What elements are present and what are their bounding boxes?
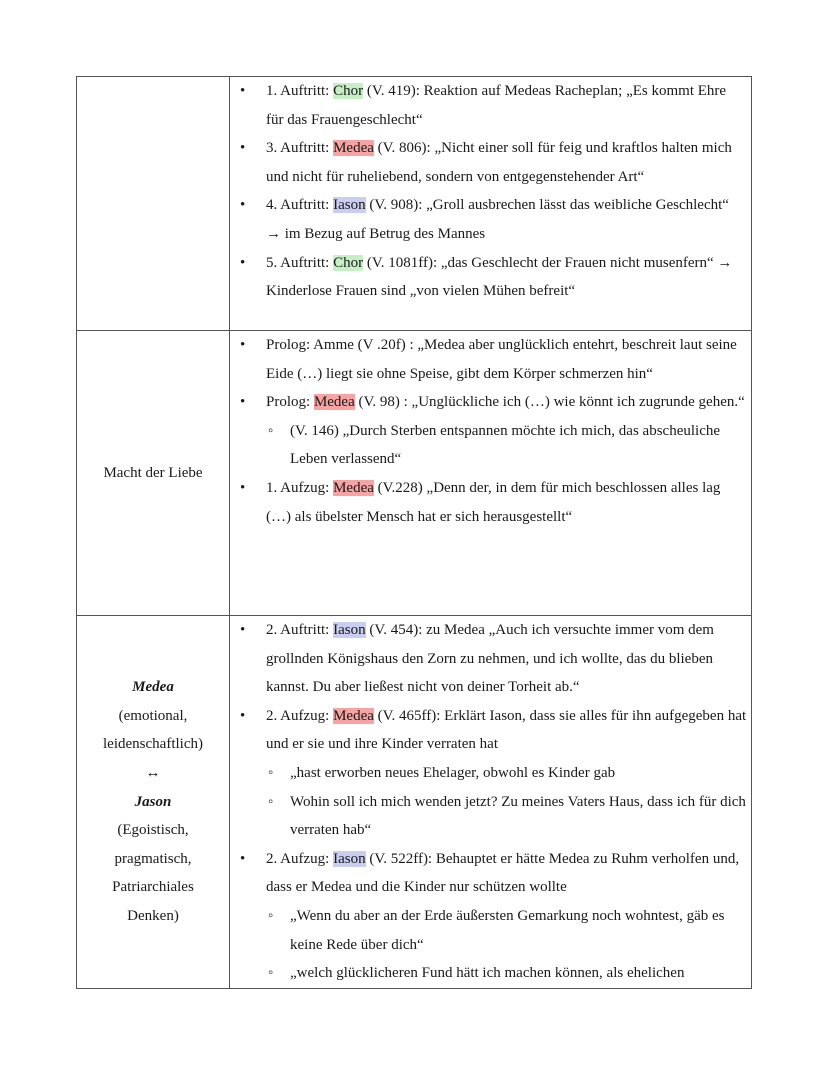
sub-quote-list <box>266 902 747 988</box>
speaker-highlight: Chor <box>333 83 364 99</box>
quote-list <box>236 77 747 306</box>
quote-text: (V. 1081ff): „das Geschlecht der Frauen nicht musenfern“ → Kinderlose Frauen sind „von vielen Mühen befreit“ <box>266 254 733 300</box>
quote-item <box>236 845 747 988</box>
quote-table <box>76 76 752 989</box>
quote-prefix: 2. Aufzug: <box>266 707 334 724</box>
quote-item <box>236 616 747 702</box>
quote-item <box>236 331 747 388</box>
quote-prefix: 1. Auftritt: <box>266 83 334 99</box>
speaker-highlight: Medea <box>333 707 374 724</box>
table-row <box>77 616 752 989</box>
quote-list <box>236 616 747 988</box>
quote-prefix: 4. Auftritt: <box>266 197 334 214</box>
speaker-highlight: Iason <box>333 622 366 638</box>
quote-text: (V. 806): „Nicht einer soll für feig und kraftlos halten mich und nicht für ruheliebend, sondern von entgegenstehender Art“ <box>266 140 732 185</box>
quote-text: (V. 522ff): Behauptet er hätte Medea zu Ruhm verholfen und, dass er Medea und die Kinder nur schützen wollte <box>266 850 740 896</box>
speaker-highlight: Iason <box>333 197 366 214</box>
speaker-highlight: Medea <box>333 479 374 496</box>
double-arrow-icon: ↔ <box>145 764 161 781</box>
speaker-highlight: Medea <box>333 140 374 157</box>
character-trait: (emotional, <box>118 707 188 724</box>
table-row <box>77 331 752 616</box>
quote-list <box>236 331 747 531</box>
quotes-cell <box>230 77 752 331</box>
sub-quote-list <box>266 417 747 474</box>
quote-item <box>236 388 747 474</box>
category-cell <box>77 331 230 616</box>
quote-text: Prolog: Amme (V .20f) : „Medea aber unglücklich entehrt, beschreit laut seine Eide (…) liegt sie ohne Speise, gibt dem Körper schmerzen hin“ <box>266 337 737 382</box>
quote-text: (V. 454): zu Medea „Auch ich versuchte immer vom dem grollnden Königshaus den Zorn zu nehmen, und ich wollte, das du blieben kannst. Du aber ließest nicht von deiner Torheit ab.“ <box>266 622 714 696</box>
character-trait: pragmatisch, <box>114 850 192 867</box>
quote-text: (V. 908): „Groll ausbrechen lässt das weibliche Geschlecht“ → im Bezug auf Betrug des Mannes <box>266 197 729 242</box>
quote-text: (V. 465ff): Erklärt Iason, dass sie alles für ihn aufgegeben hat und er sie und ihre Kinder verraten hat <box>266 707 747 753</box>
category-cell <box>77 77 230 331</box>
sub-quote-item: ◦ „welch glücklicheren Fund hätt ich machen können, als ehelichen <box>266 959 747 988</box>
quote-text: (V. 98) : „Unglückliche ich (…) wie könnt ich zugrunde gehen.“ <box>354 394 745 411</box>
sub-quote-item: ◦ „Wenn du aber an der Erde äußersten Gemarkung noch wohntest, gäb es keine Rede über dich“ <box>266 902 747 959</box>
quote-text: (V. 419): Reaktion auf Medeas Racheplan; „Es kommt Ehre für das Frauengeschlecht“ <box>266 83 727 128</box>
quote-prefix: Prolog: <box>266 394 314 411</box>
character-trait: leidenschaftlich) <box>103 736 203 753</box>
character-medea: Medea <box>132 679 174 696</box>
quote-item <box>236 249 747 306</box>
quote-prefix: 5. Auftritt: <box>266 254 334 271</box>
quote-item <box>236 77 747 134</box>
quote-prefix: 3. Auftritt: <box>266 140 334 157</box>
quote-prefix: 2. Aufzug: <box>266 850 334 867</box>
speaker-highlight: Iason <box>333 850 366 867</box>
table-row <box>77 77 752 331</box>
sub-quote-item: ◦ „hast erworben neues Ehelager, obwohl es Kinder gab <box>266 759 747 788</box>
sub-quote-item: ◦ Wohin soll ich mich wenden jetzt? Zu meines Vaters Haus, dass ich für dich verraten hab“ <box>266 788 747 845</box>
quote-item <box>236 134 747 191</box>
quote-item <box>236 702 747 845</box>
sub-quote-list <box>266 759 747 845</box>
category-cell <box>77 616 230 989</box>
character-jason: Jason <box>134 793 172 810</box>
character-trait: Patriarchiales <box>112 879 194 896</box>
quote-text: (V.228) „Denn der, in dem für mich beschlossen alles lag (…) als übelster Mensch hat er sich herausgestellt“ <box>266 479 721 525</box>
quote-prefix: 1. Aufzug: <box>266 479 334 496</box>
quote-prefix: 2. Auftritt: <box>266 622 334 638</box>
quote-item <box>236 191 747 248</box>
speaker-highlight: Medea <box>313 394 355 411</box>
quote-item <box>236 474 747 531</box>
quotes-cell <box>230 616 752 989</box>
quotes-cell <box>230 331 752 616</box>
character-trait: (Egoistisch, <box>117 822 189 839</box>
character-trait: Denken) <box>127 907 179 924</box>
sub-quote-item: ◦ (V. 146) „Durch Sterben entspannen möchte ich mich, das abscheuliche Leben verlassend“ <box>266 417 747 474</box>
category-label: Macht der Liebe <box>103 464 203 481</box>
speaker-highlight: Chor <box>333 254 364 271</box>
